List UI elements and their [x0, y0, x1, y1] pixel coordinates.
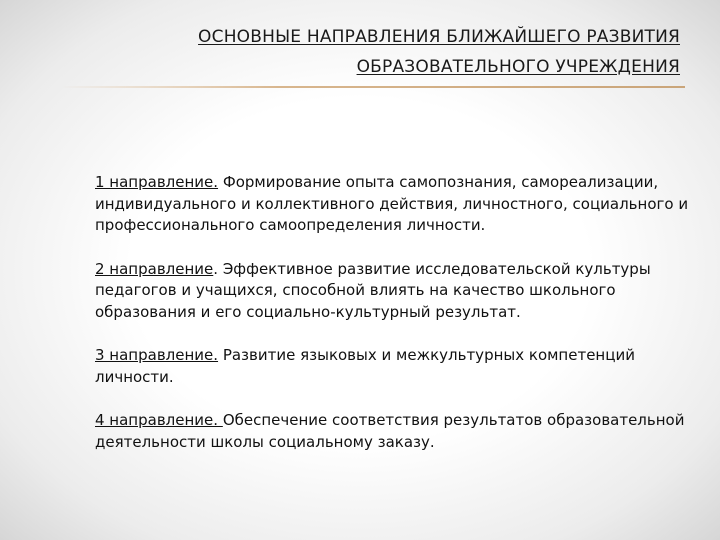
direction-label-2: 2 направление [95, 259, 214, 278]
title-divider [60, 86, 685, 88]
title-line-1: ОСНОВНЫЕ НАПРАВЛЕНИЯ БЛИЖАЙШЕГО РАЗВИТИЯ [198, 27, 680, 47]
slide-title [60, 22, 680, 82]
direction-label-1: 1 направление. [95, 173, 219, 191]
direction-label-4: 4 направление. [95, 411, 223, 429]
direction-item-4 [95, 410, 705, 453]
direction-text-3: Развитие языковых и межкультурных компетенций личности. [95, 346, 635, 386]
direction-text-1: Формирование опыта самопознания, самореализации, индивидуального и коллективного действия, личностного, социального и профессионального самоопределения личности. [95, 173, 689, 234]
direction-item-3 [95, 345, 705, 388]
direction-text-4: Обеспечение соответствия результатов образовательной деятельности школы социальному заказу. [95, 411, 685, 451]
directions-list [95, 172, 705, 475]
direction-label-3: 3 направление. [95, 346, 219, 364]
direction-item-2 [95, 259, 705, 324]
direction-text-2: . Эффективное развитие исследовательской культуры педагогов и учащихся, способной влиять на качество школьного образования и его социально-культурный результат. [95, 259, 651, 321]
direction-item-1 [95, 172, 705, 237]
title-line-2: ОБРАЗОВАТЕЛЬНОГО УЧРЕЖДЕНИЯ [356, 57, 680, 77]
